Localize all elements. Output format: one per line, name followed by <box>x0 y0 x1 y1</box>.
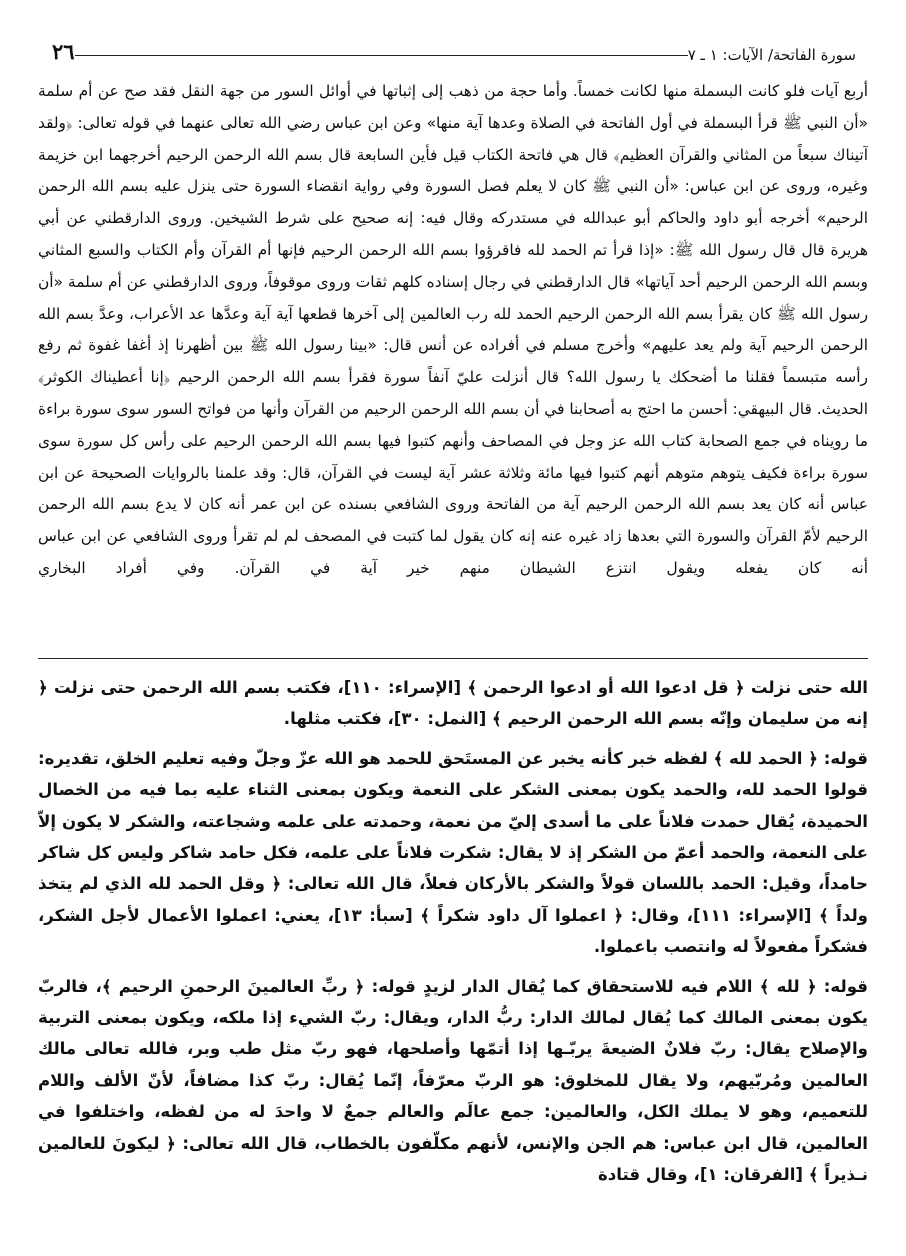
page-header <box>40 36 868 64</box>
section-divider <box>38 658 868 659</box>
running-title: سورة الفاتحة/ الآيات: ١ ـ ٧ <box>687 46 856 64</box>
tafsir-block <box>38 672 868 1250</box>
page-number: ٢٦ <box>52 39 75 64</box>
commentary-text: أربع آيات فلو كانت البسملة منها لكانت خمساً. وأما حجة من ذهب إلى إثباتها في أوائل السور من جهة النقل فقد صح عن أم سلمة «أن النبي ﷺ قرأ البسملة في أول الفاتحة في الصلاة وعدها آية منها» وعن ابن عباس رضي الله تعالى عنهما في قوله تعالى: ﴿ولقد آتيناك سبعاً من المثاني والقرآن العظيم﴾ قال هي فاتحة الكتاب قيل فأين السابعة قال بسم الله الرحمن الرحيم أخرجهما ابن خزيمة وغيره، وروى عن ابن عباس: «أن النبي ﷺ كان لا يعلم فصل السورة وفي رواية انقضاء السورة حتى ينزل عليه بسم الله الرحمن الرحيم» أخرجه أبو داود والحاكم أبو عبدالله في مستدركه وقال فيه: إنه صحيح على شرط الشيخين. وروى الدارقطني عن أبي هريرة قال قال رسول الله ﷺ: «إذا قرأ تم الحمد لله فاقرؤوا بسم الله الرحمن الرحيم فإنها أم القرآن وأم الكتاب والسبع المثاني وبسم الله الرحمن الرحيم أحد آياتها» قال الدارقطني في رجال إسناده كلهم ثقات وروى موقوفاً، وروى الدارقطني عن أم سلمة «أن رسول الله ﷺ كان يقرأ بسم الله الرحمن الرحيم الحمد لله رب العالمين إلى آخرها قطعها آية آية وعدَّها عد الأعراب، وعدَّ بسم الله الرحمن الرحيم آية ولم يعد عليهم» وأخرج مسلم في أفراده عن أنس قال: «بينا رسول الله ﷺ بين أظهرنا إذ أغفا غفوة ثم رفع رأسه متبسماً فقلنا ما أضحكك يا رسول الله؟ قال أنزلت عليّ آنفاً سورة فقرأ بسم الله الرحمن الرحيم ﴿إنا أعطيناك الكوثر﴾ الحديث. قال البيهقي: أحسن ما احتج به أصحابنا في أن بسم الله الرحمن الرحيم من القرآن وأنها من فواتح السور سوى سورة براءة ما رويناه في جمع الصحابة كتاب الله عز وجل في المصاحف وأنهم كتبوا فيها بسم الله الرحمن الرحيم على رأس كل سورة سوى سورة براءة فكيف يتوهم متوهم أنهم كتبوا فيها مائة وثلاثة عشر آية ليست في القرآن، قال: وقد علمنا بالروايات الصحيحة عن ابن عباس أنه كان يعد بسم الله الرحمن الرحيم آية من الفاتحة وروى الشافعي بسنده عن ابن عمر أنه كان لا يدع بسم الله الرحمن الرحيم لأمّ القرآن والسورة التي بعدها زاد غيره عنه إنه كان يقول لما كتبت في المصحف لم لم تقرأ وروى الشافعي عن ابن عباس أنه كان يفعله ويقول انتزع الشيطان منهم خير آية في القرآن. وفي أفراد البخاري <box>38 82 868 577</box>
commentary-block <box>38 76 868 650</box>
header-rule <box>75 54 688 56</box>
tafsir-paragraph-3: قوله: ﴿ لله ﴾ اللام فيه للاستحقاق كما يُقال الدار لزيدٍ قوله: ﴿ ربِّ العالمينَ الرحمنِ الرحيم ﴾، فالربّ يكون بمعنى المالك كما يُقال لمالك الدار: ربُّ الدار، ويقال: ربّ الشيء إذا ملكه، ويكون بمعنى التربية والإصلاح يقال: ربّ فلانٌ الضيعةَ يربّـها إذا أتمّها وأصلحها، فهو ربّ مثل طب وبر، فالله تعالى مالك العالمين ومُربّيهم، ولا يقال للمخلوق: هو الربّ معرّفاً، إنّما يُقال: ربّ كذا مضافاً، لأنّ الألف واللام للتعميم، وهو لا يملك الكل، والعالمين: جمع عالَم والعالم جمعٌ لا واحدَ له من لفظه، واختلفوا في العالمين، قال ابن عباس: هم الجن والإنس، لأنهم مكلّفون بالخطاب، قال الله تعالى: ﴿ ليكونَ للعالمين نـذيراً ﴾ [الفرقان: ١]، وقال قتادة <box>38 976 868 1185</box>
tafsir-paragraph-1: الله حتى نزلت ﴿ قل ادعوا الله أو ادعوا الرحمن ﴾ [الإسراء: ١١٠]، فكتب بسم الله الرحمن حتى نزلت ﴿ إنه من سليمان وإنّه بسم الله الرحمن الرحيم ﴾ [النمل: ٣٠]، فكتب مثلها. <box>38 678 868 729</box>
tafsir-paragraph-2: قوله: ﴿ الحمد لله ﴾ لفظه خبر كأنه يخبر عن المستَحق للحمد هو الله عزّ وجلّ وفيه تعليم الخلق، تقديره: قولوا الحمد لله، والحمد يكون بمعنى الشكر على النعمة ويكون بمعنى الثناء عليه بما فيه من الخصال الحميدة، يُقال حمدت فلاناً على ما أسدى إليّ من نعمة، وحمدته على علمه وشجاعته، والشكر لا يكون إلاّ على النعمة، والحمد أعمّ من الشكر إذ لا يقال: شكرت فلاناً على علمه، فكل حامد شاكر وليس كل شاكر حامداً، وقيل: الحمد باللسان قولاً والشكر بالأركان فعلاً، قال الله تعالى: ﴿ وقل الحمد لله الذي لم يتخذ ولداً ﴾ [الإسراء: ١١١]، وقال: ﴿ اعملوا آل داود شكراً ﴾ [سبأ: ١٣]، يعني: اعملوا الأعمال لأجل الشكر، فشكراً مفعولاً له وانتصب باعملوا. <box>38 748 868 957</box>
